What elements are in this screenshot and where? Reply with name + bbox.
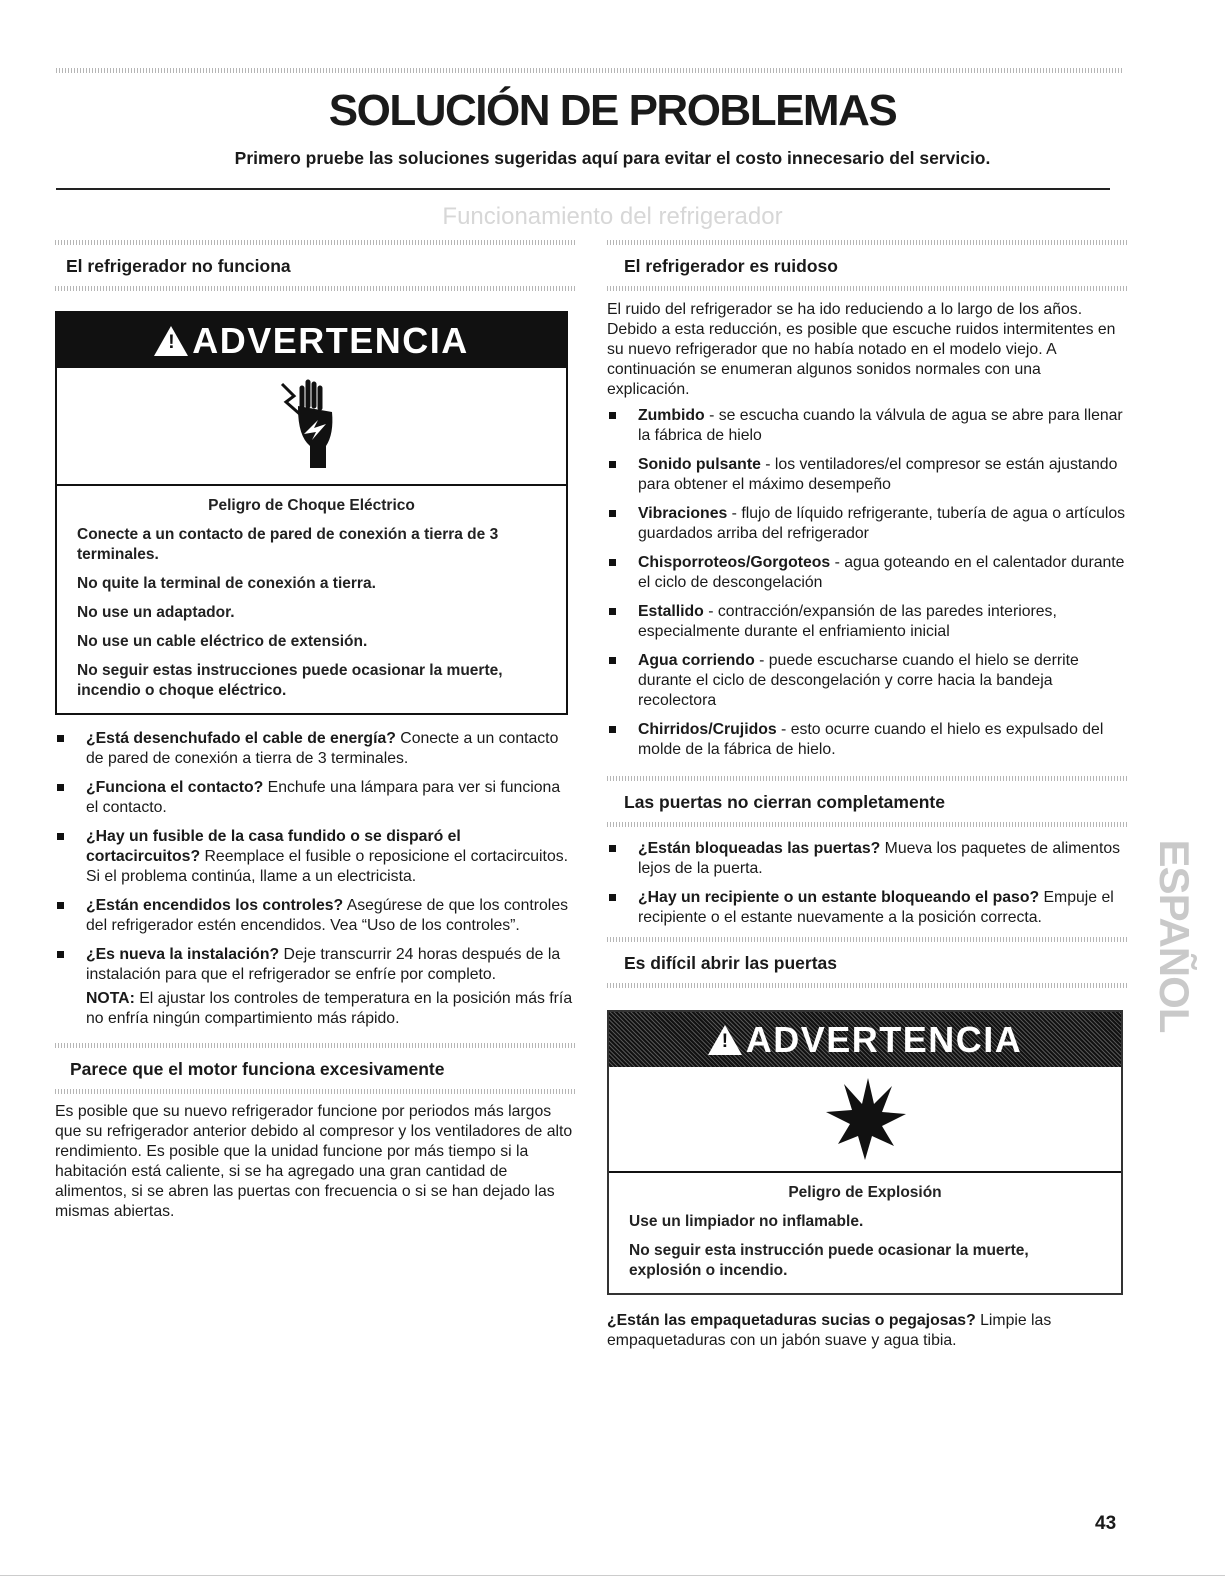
warning-triangle-icon: ! (708, 1025, 742, 1055)
motor-paragraph: Es posible que su nuevo refrigerador funcione por periodos más largos que su refrigerador anterior debido al compresor y los ventiladores de alto rendimiento. Es posible que la unidad funcione por más tiempo si la habitación está caliente, si se ha agregado una gran cantidad de alimentos, si se abren las puertas con frecuencia o si se han dejado las mismas abiertas. (55, 1103, 573, 1220)
note: NOTA: El ajustar los controles de temperatura en la posición más fría no enfría ningún compartimiento más rápido. (86, 990, 573, 1027)
list-item: ¿Hay un recipiente o un estante bloqueando el paso? Empuje el recipiente o el estante nuevamente a la posición correcta. (607, 888, 1127, 928)
list-item: Zumbido - se escucha cuando la válvula de agua se abre para llenar la fábrica de hielo (607, 406, 1127, 446)
dotted-rule (607, 983, 1127, 988)
warning-header-label: ADVERTENCIA (192, 319, 469, 361)
header-divider (56, 188, 1110, 190)
explosion-icon (609, 1067, 1121, 1173)
list-item: Estallido - contracción/expansión de las paredes interiores, especialmente durante el enfriamiento inicial (607, 602, 1127, 642)
heading-noisy: El refrigerador es ruidoso (624, 256, 838, 276)
warning-line: No use un adaptador. (77, 604, 235, 621)
noise-list (607, 406, 1127, 760)
warning-header-label: ADVERTENCIA (745, 1018, 1023, 1060)
gasket-paragraph: ¿Están las empaquetaduras sucias o pegajosas? Limpie las empaquetaduras con un jabón suave y agua tibia. (607, 1312, 1052, 1349)
heading-doors: Las puertas no cierran completamente (624, 792, 945, 812)
warning-line: No seguir esta instrucción puede ocasionar la muerte, explosión o incendio. (629, 1242, 1029, 1279)
note-label: NOTA: (86, 990, 135, 1007)
dotted-rule (55, 286, 575, 291)
electric-shock-warning (55, 311, 568, 715)
list-item: ¿Están bloqueadas las puertas? Mueva los paquetes de alimentos lejos de la puerta. (607, 839, 1127, 879)
not-working-checklist (55, 729, 575, 985)
warning-line: No seguir estas instrucciones puede ocasionar la muerte, incendio o choque eléctrico. (77, 662, 503, 699)
list-item: ¿Es nueva la instalación? Deje transcurrir 24 horas después de la instalación para que el refrigerador se enfríe por completo. (55, 945, 575, 985)
hazard-title: Peligro de Explosión (788, 1184, 942, 1201)
warning-body (609, 1173, 1121, 1293)
warning-body (57, 486, 566, 713)
list-item: Chirridos/Crujidos - esto ocurre cuando el hielo es expulsado del molde de la fábrica de hielo. (607, 720, 1127, 760)
dotted-rule (607, 822, 1127, 827)
warning-line: No use un cable eléctrico de extensión. (77, 633, 368, 650)
warning-line: Use un limpiador no inflamable. (629, 1213, 864, 1230)
warning-line: No quite la terminal de conexión a tierra. (77, 575, 376, 592)
warning-header (57, 313, 566, 368)
electric-shock-icon (57, 368, 566, 486)
top-decorative-rule (56, 68, 1124, 73)
page-number: 43 (1095, 1513, 1117, 1534)
doors-list (607, 839, 1127, 928)
list-item: Agua corriendo - puede escucharse cuando el hielo se derrite durante el ciclo de descongelación y corre hacia la bandeja recolectora (607, 651, 1127, 711)
list-item: Chisporroteos/Gorgoteos - agua goteando en el calentador durante el ciclo de descongelación (607, 553, 1127, 593)
page-subtitle: Primero pruebe las soluciones sugeridas aquí para evitar el costo innecesario del servicio. (234, 148, 991, 168)
explosion-warning (607, 1010, 1123, 1295)
left-column (55, 240, 575, 1222)
warning-line: Conecte a un contacto de pared de conexión a tierra de 3 terminales. (77, 526, 499, 563)
heading-motor: Parece que el motor funciona excesivamente (70, 1059, 445, 1079)
page-title: SOLUCIÓN DE PROBLEMAS (328, 86, 897, 135)
section-title: Funcionamiento del refrigerador (442, 203, 783, 230)
dotted-rule (607, 286, 1127, 291)
warning-triangle-icon: ! (154, 326, 188, 356)
warning-header (609, 1012, 1121, 1067)
list-item: Sonido pulsante - los ventiladores/el compresor se están ajustando para obtener el máximo desempeño (607, 455, 1127, 495)
language-side-tab: ESPAÑOL (1151, 839, 1198, 1033)
list-item: Vibraciones - flujo de líquido refrigerante, tubería de agua o artículos guardados arriba del refrigerador (607, 504, 1127, 544)
list-item: ¿Hay un fusible de la casa fundido o se disparó el cortacircuitos? Reemplace el fusible o reposicione el cortacircuitos. Si el problema continúa, llame a un electricista. (55, 827, 575, 887)
hazard-title: Peligro de Choque Eléctrico (208, 497, 415, 514)
noise-intro: El ruido del refrigerador se ha ido reduciendo a lo largo de los años. Debido a esta reducción, es posible que escuche ruidos intermitentes en su nuevo refrigerador que no había notado en el modelo viejo. A continuación se enumeran algunos sonidos normales con una explicación. (607, 301, 1116, 398)
heading-hard-open: Es difícil abrir las puertas (624, 953, 837, 973)
right-column (607, 240, 1127, 1351)
list-item: ¿Está desenchufado el cable de energía? Conecte a un contacto de pared de conexión a tierra de 3 terminales. (55, 729, 575, 769)
heading-not-working: El refrigerador no funciona (66, 256, 291, 276)
bottom-rule (0, 1575, 1225, 1576)
dotted-rule (55, 1089, 575, 1094)
list-item: ¿Están encendidos los controles? Asegúrese de que los controles del refrigerador estén encendidos. Vea “Uso de los controles”. (55, 896, 575, 936)
list-item: ¿Funciona el contacto? Enchufe una lámpara para ver si funciona el contacto. (55, 778, 575, 818)
